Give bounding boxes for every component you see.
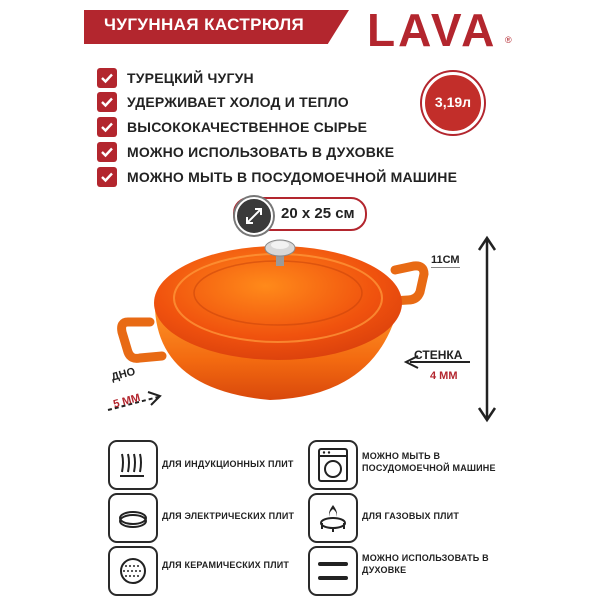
size-value: 20 x 25 см xyxy=(281,205,355,222)
height-label: 11СМ xyxy=(431,254,460,266)
registered-mark: ® xyxy=(505,35,512,45)
wall-label: СТЕНКА xyxy=(414,348,463,362)
induction-coil-icon xyxy=(108,440,158,490)
bottom-label: ДНО xyxy=(110,365,137,384)
bottom-value: 5 ММ xyxy=(112,391,142,411)
compat-label: ДЛЯ ГАЗОВЫХ ПЛИТ xyxy=(362,511,460,521)
compat-label: ДЛЯ КЕРАМИЧЕСКИХ ПЛИТ xyxy=(162,560,290,570)
volume-value: 3,19л xyxy=(434,94,472,110)
gas-burner-icon xyxy=(308,493,358,543)
oven-icon xyxy=(308,546,358,596)
compat-label: ДЛЯ ИНДУКЦИОННЫХ ПЛИТ xyxy=(162,459,294,469)
compat-label: ДЛЯ ЭЛЕКТРИЧЕСКИХ ПЛИТ xyxy=(162,511,295,521)
electric-hob-icon xyxy=(108,493,158,543)
ceramic-hob-icon xyxy=(108,546,158,596)
compat-label: МОЖНО МЫТЬ В ПОСУДОМОЕЧНОЙ МАШИНЕ xyxy=(362,451,496,473)
feature-label: МОЖНО МЫТЬ В ПОСУДОМОЕЧНОЙ МАШИНЕ xyxy=(127,169,458,185)
compat-label: МОЖНО ИСПОЛЬЗОВАТЬ В ДУХОВКЕ xyxy=(362,553,489,575)
dishwasher-icon xyxy=(308,440,358,490)
feature-label: ВЫСОКОКАЧЕСТВЕННОЕ СЫРЬЕ xyxy=(127,119,368,135)
wall-value: 4 ММ xyxy=(430,370,458,382)
brand-logo: LAVA xyxy=(367,4,498,56)
feature-label: МОЖНО ИСПОЛЬЗОВАТЬ В ДУХОВКЕ xyxy=(127,144,395,160)
feature-label: ТУРЕЦКИЙ ЧУГУН xyxy=(127,70,254,86)
feature-label: УДЕРЖИВАЕТ ХОЛОД И ТЕПЛО xyxy=(127,94,349,110)
product-title: ЧУГУННАЯ КАСТРЮЛЯ xyxy=(104,15,305,34)
